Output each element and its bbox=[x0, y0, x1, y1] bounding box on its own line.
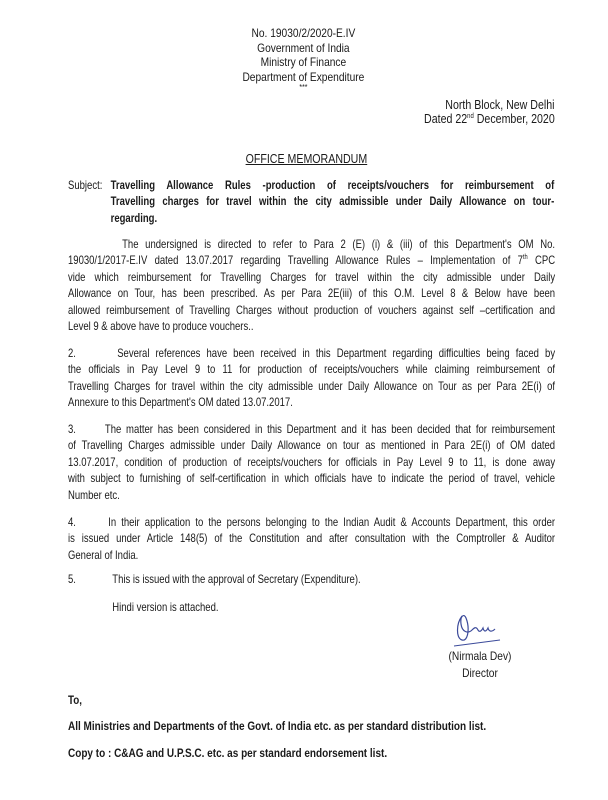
paragraph-line: This is issued with the approval of Secretary (Expenditure). bbox=[112, 573, 361, 586]
copy-to: Copy to : C&AG and U.P.S.C. etc. as per standard endorsement list. bbox=[68, 746, 388, 760]
subject-line: Travelling Allowance Rules -production of receipts/vouchers for reimbursement of bbox=[110, 179, 555, 192]
department-name: Department of Expenditure bbox=[242, 70, 365, 84]
paragraph-number: 2. bbox=[68, 347, 76, 360]
paragraph-line: 19030/1/2017-E.IV dated 13.07.2017 regarding Travelling Allowance Rules – Implementation of 7th CPC bbox=[68, 254, 556, 268]
document-title: OFFICE MEMORANDUM bbox=[245, 152, 368, 166]
paragraph-line: Number etc. bbox=[68, 488, 120, 502]
paragraph-line: The undersigned is directed to refer to Para 2 (E) (i) & (iii) of this Department's OM No. bbox=[122, 238, 556, 251]
file-number: No. 19030/2/2020-E.IV bbox=[251, 26, 356, 40]
paragraph-4 bbox=[68, 515, 555, 564]
place: North Block, New Delhi bbox=[445, 98, 555, 112]
paragraph-line: vide which reimbursement for Travelling Charges for travel within the city admissible under Daily bbox=[68, 270, 556, 284]
signatory-name: (Nirmala Dev) bbox=[448, 649, 512, 663]
subject-line: regarding. bbox=[110, 211, 158, 225]
paragraph-line: General of India. bbox=[68, 548, 139, 562]
paragraph-5 bbox=[68, 572, 555, 588]
paragraph-line: The matter has been considered in this Department and it has been decided that for reimbursement bbox=[104, 423, 556, 436]
paragraph-line: Annexure to this Department's OM dated 13.07.2017. bbox=[68, 396, 293, 410]
paragraph-1 bbox=[68, 237, 555, 335]
separator: *** bbox=[299, 83, 308, 92]
paragraph-2 bbox=[68, 346, 555, 412]
hindi-note bbox=[68, 600, 599, 616]
distribution-list: All Ministries and Departments of the Govt. of India etc. as per standard distribution list. bbox=[68, 719, 487, 733]
paragraph-line: Several references have been received in this Department regarding difficulties being faced by bbox=[117, 347, 556, 360]
signature bbox=[448, 610, 508, 650]
paragraph-line: the officials in Pay Level 9 to 11 for production of receipts/vouchers while claiming reimbursement of bbox=[68, 363, 556, 377]
paragraph-3 bbox=[68, 422, 555, 504]
paragraph-line: In their application to the persons belonging to the Indian Audit & Accounts Department, this order bbox=[108, 516, 556, 529]
paragraph-line: allowed reimbursement of Travelling Charges without production of vouchers against self –certification and bbox=[68, 303, 556, 317]
paragraph-number: 3. bbox=[68, 423, 76, 436]
subject-line: Travelling charges for travel within the city admissible under Daily Allowance on tour- bbox=[110, 195, 555, 209]
date-rest: December, 2020 bbox=[474, 112, 555, 126]
paragraph-line: is issued under Article 148(5) of the Constitution and after consultation with the Comptroller & Auditor bbox=[68, 532, 556, 546]
paragraph-line: of Travelling Charges admissible under Daily Allowance on tour as mentioned in Para 2E(i) of OM dated bbox=[68, 439, 556, 453]
subject-label: Subject: bbox=[68, 179, 103, 192]
paragraph-line: Travelling Charges for travel within the city admissible under Daily Allowance on Tour as per Para 2E(i) of bbox=[68, 379, 556, 393]
paragraph-line: Level 9 & above have to produce vouchers.. bbox=[68, 319, 254, 333]
subject-block bbox=[68, 178, 555, 227]
to-label: To, bbox=[68, 693, 83, 707]
paragraph-line: with subject to furnishing of self-certification in which officials have to indicate the period of travel, vehicle bbox=[68, 472, 556, 486]
date-prefix: Dated 22 bbox=[424, 112, 468, 126]
date-line bbox=[424, 112, 555, 126]
hindi-note-text: Hindi version is attached. bbox=[112, 601, 219, 614]
paragraph-line: Allowance on Tour, has been prescribed. As per Para 2E(iii) of this O.M. Level 8 & Below have been bbox=[68, 287, 556, 301]
government-name: Government of India bbox=[257, 41, 350, 55]
signatory-designation: Director bbox=[462, 666, 498, 680]
date-suffix-sup: nd bbox=[467, 112, 475, 120]
paragraph-number: 4. bbox=[68, 516, 76, 529]
ministry-name: Ministry of Finance bbox=[260, 55, 347, 69]
paragraph-line: 13.07.2017, condition of production of receipts/vouchers for officials in Pay Level 9 to 11, is done away bbox=[68, 455, 556, 469]
paragraph-number: 5. bbox=[68, 573, 76, 586]
